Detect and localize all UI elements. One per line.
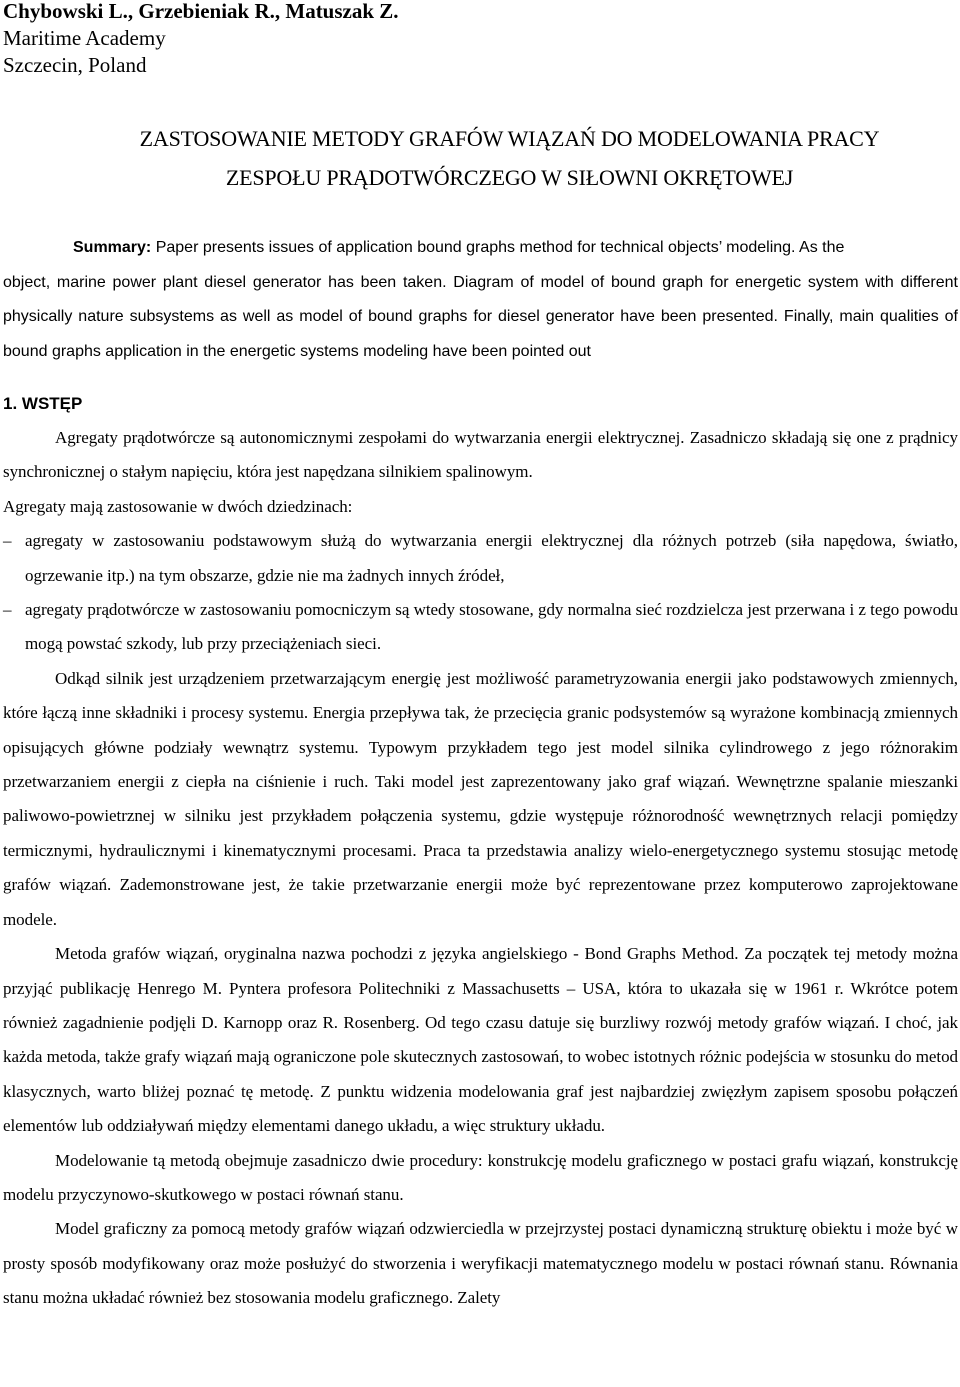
- section-heading: 1. WSTĘP: [3, 394, 83, 413]
- institution: Maritime Academy: [3, 26, 166, 50]
- list-dash: –: [3, 531, 12, 551]
- title-line-1: ZASTOSOWANIE METODY GRAFÓW WIĄZAŃ DO MODELOWANIA PRACY: [139, 126, 880, 151]
- location: Szczecin, Poland: [3, 53, 147, 77]
- summary: [3, 231, 958, 369]
- list-item-text: agregaty w zastosowaniu podstawowym służą do wytwarzania energii elektrycznej dla różnych potrzeb (siła napędowa, światło, ogrzewanie itp.) na tym obszarze, gdzie nie ma żadnych innych źródeł,: [25, 531, 958, 585]
- authors: Chybowski L., Grzebieniak R., Matuszak Z.: [3, 0, 399, 23]
- list-item-text: agregaty prądotwórcze w zastosowaniu pomocniczym są wtedy stosowane, gdy normalna sieć rozdzielcza jest przerwana i z tego powodu mogą powstać szkody, lub przy przeciążeniach sieci.: [25, 600, 958, 654]
- summary-text-first: Paper presents issues of application bound graphs method for technical objects’ modeling. As the: [155, 239, 845, 256]
- summary-text-rest: object, marine power plant diesel generator has been taken. Diagram of model of bound graph for energetic system with different physically nature subsystems as well as model of bound graphs for diesel generator have been presented. Finally, main qualities of bound graphs application in the energetic systems modeling have been pointed out: [3, 273, 958, 360]
- list-item: [3, 593, 958, 662]
- paragraph: Model graficzny za pomocą metody grafów wiązań odzwierciedla w przejrzystej postaci dynamiczną strukturę obiektu i może być w prosty sposób modyfikowany oraz może posłużyć do stworzenia i weryfikacji matematycznego modelu w postaci równań stanu. Równania stanu można układać również bez stosowania modelu graficznego. Zalety: [3, 1219, 958, 1308]
- title-line-2: ZESPOŁU PRĄDOTWÓRCZEGO W SIŁOWNI OKRĘTOWEJ: [225, 165, 794, 190]
- paragraph: Metoda grafów wiązań, oryginalna nazwa pochodzi z języka angielskiego - Bond Graphs Method. Za początek tej metody można przyjąć publikację Henrego M. Pyntera profesora Politechniki z Massachusetts – USA, która to ukazała się w 1961 r. Wkrótce potem również zagadnienie podjęli D. Karnopp oraz R. Rosenberg. Od tego czasu datuje się burzliwy rozwój metody grafów wiązań. I choć, jak każda metoda, także grafy wiązań mają ograniczone pole skutecznych zastosowań, to wobec istotnych różnic podejścia w stosunku do metod klasycznych, warto bliżej poznać tę metodę. Z punktu widzenia modelowania graf jest najbardziej zwięzłym zapisem sposobu połączeń elementów lub oddziaływań między elementami danego układu, a więc struktury układu.: [3, 944, 958, 1136]
- paragraph: Modelowanie tą metodą obejmuje zasadniczo dwie procedury: konstrukcję modelu graficznego w postaci grafu wiązań, konstrukcję modelu przyczynowo-skutkowego w postaci równań stanu.: [3, 1150, 958, 1204]
- paragraph: Odkąd silnik jest urządzeniem przetwarzającym energię jest możliwość parametryzowania energii jako podstawowych zmiennych, które łączą inne składniki i procesy systemu. Energia przepływa tak, że przecięcia granic podsystemów są wyrażone kombinacją zmiennych opisujących główne podziały wewnątrz systemu. Typowym przykładem tego jest model silnika cylindrowego z jego różnorakim przetwarzaniem energii z ciepła na ciśnienie i ruch. Taki model jest zaprezentowany jako graf wiązań. Wewnętrzne spalanie mieszanki paliwowo-powietrznej w silniku jest przykładem połączenia systemu, gdzie występuje różnorodność wewnętrznych relacji pomiędzy termicznymi, hydraulicznymi i kinematycznymi procesami. Praca ta przedstawia analizy wielo-energetycznego systemu stosując metodę grafów wiązań. Zademonstrowane jest, że takie przetwarzanie energii może być reprezentowane przez komputerowo zaprojektowane modele.: [3, 668, 958, 929]
- list-dash: –: [3, 600, 12, 620]
- paper-title: [3, 119, 958, 197]
- summary-first-line: [3, 231, 958, 266]
- list-item: [3, 524, 958, 593]
- paragraph: Agregaty mają zastosowanie w dwóch dziedzinach:: [3, 496, 353, 516]
- section-body: [3, 421, 958, 1316]
- summary-label: Summary:: [73, 239, 152, 256]
- paragraph: Agregaty prądotwórcze są autonomicznymi zespołami do wytwarzania energii elektrycznej. Zasadniczo składają się one z prądnicy synchronicznej o stałym napięciu, która jest napędzana silnikiem spalinowym.: [3, 428, 958, 482]
